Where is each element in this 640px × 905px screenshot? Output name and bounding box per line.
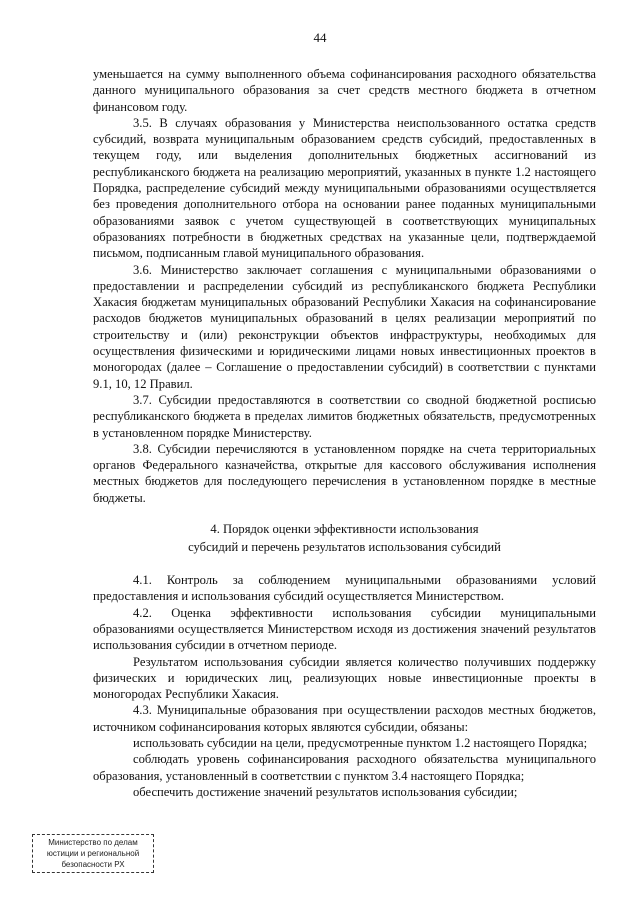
paragraph: 3.7. Субсидии предоставляются в соответствии со сводной бюджетной росписью республиканского бюджета в пределах лимитов бюджетных обязательств, предусмотренных в установленном порядке Министерству. (93, 392, 596, 440)
section-heading (93, 520, 596, 556)
paragraph: Результатом использования субсидии является количество получивших поддержку физических и юридических лиц, реализующих новые инвестиционные проекты в моногородах Республики Хакасия. (93, 654, 596, 702)
page-number: 44 (313, 30, 327, 45)
stamp-line: Министерство по делам (48, 838, 138, 847)
ministry-stamp (32, 834, 154, 873)
section-heading-line: 4. Порядок оценки эффективности использования (210, 522, 479, 537)
paragraphs-before-heading (93, 66, 596, 506)
paragraphs-after-heading (93, 572, 596, 800)
paragraph: 3.6. Министерство заключает соглашения с муниципальными образованиями о предоставлении и распределении субсидий из республиканского бюджета Республики Хакасия бюджетам муниципальных образований Республики Хакасия на софинансирование расходов бюджетов муниципальных образований в целях реализации мероприятий по строительству и (или) реконструкции объектов инфраструктуры, необходимых для осуществления физическими и юридическими лицами новых инвестиционных проектов в моногородах (далее – Соглашение о предоставлении субсидий) в соответствии с пунктами 9.1, 10, 12 Правил. (93, 262, 596, 391)
paragraph: 3.8. Субсидии перечисляются в установленном порядке на счета территориальных органов Федерального казначейства, открытые для кассового обслуживания исполнения местных бюджетов для последующего перечисления в установленном порядке в местные бюджеты. (93, 441, 596, 505)
section-heading-line: субсидий и перечень результатов использования субсидий (188, 540, 501, 555)
stamp-line: безопасности РХ (61, 860, 125, 869)
paragraph: уменьшается на сумму выполненного объема софинансирования расходного обязательства данного муниципального образования за счет средств местного бюджета в отчетном финансовом году. (93, 67, 596, 114)
stamp-line: юстиции и региональной (46, 849, 140, 858)
paragraph: соблюдать уровень софинансирования расходного обязательства муниципального образования, установленный в соответствии с пунктом 3.4 настоящего Порядка; (93, 752, 596, 783)
paragraph: 4.3. Муниципальные образования при осуществлении расходов местных бюджетов, источником софинансирования которых являются субсидии, обязаны: (93, 703, 596, 734)
document-body (93, 66, 596, 800)
paragraph: 3.5. В случаях образования у Министерства неиспользованного остатка средств субсидий, возврата муниципальным образованием средств субсидий, предоставленных в текущем году, или выделения дополнительных бюджетных ассигнований из республиканского бюджета на реализацию мероприятий, указанных в пункте 1.2 настоящего Порядка, распределение субсидий между муниципальными образованиями осуществляется без проведения дополнительного отбора на основании ранее поданных муниципальными образованиями заявок с учетом существующей в соответствующих муниципальных образованиях потребности в бюджетных средствах на указанные цели, подтверждаемой письмом, подписанным главой муниципального образования. (93, 115, 596, 261)
paragraph: обеспечить достижение значений результатов использования субсидии; (133, 784, 518, 799)
paragraph: использовать субсидии на цели, предусмотренные пунктом 1.2 настоящего Порядка; (133, 735, 588, 750)
paragraph: 4.1. Контроль за соблюдением муниципальными образованиями условий предоставления и использования субсидий осуществляется Министерством. (93, 573, 596, 604)
paragraph: 4.2. Оценка эффективности использования субсидии муниципальными образованиями осуществляется Министерством исходя из достижения значений результатов использования субсидии в отчетном периоде. (93, 605, 596, 653)
